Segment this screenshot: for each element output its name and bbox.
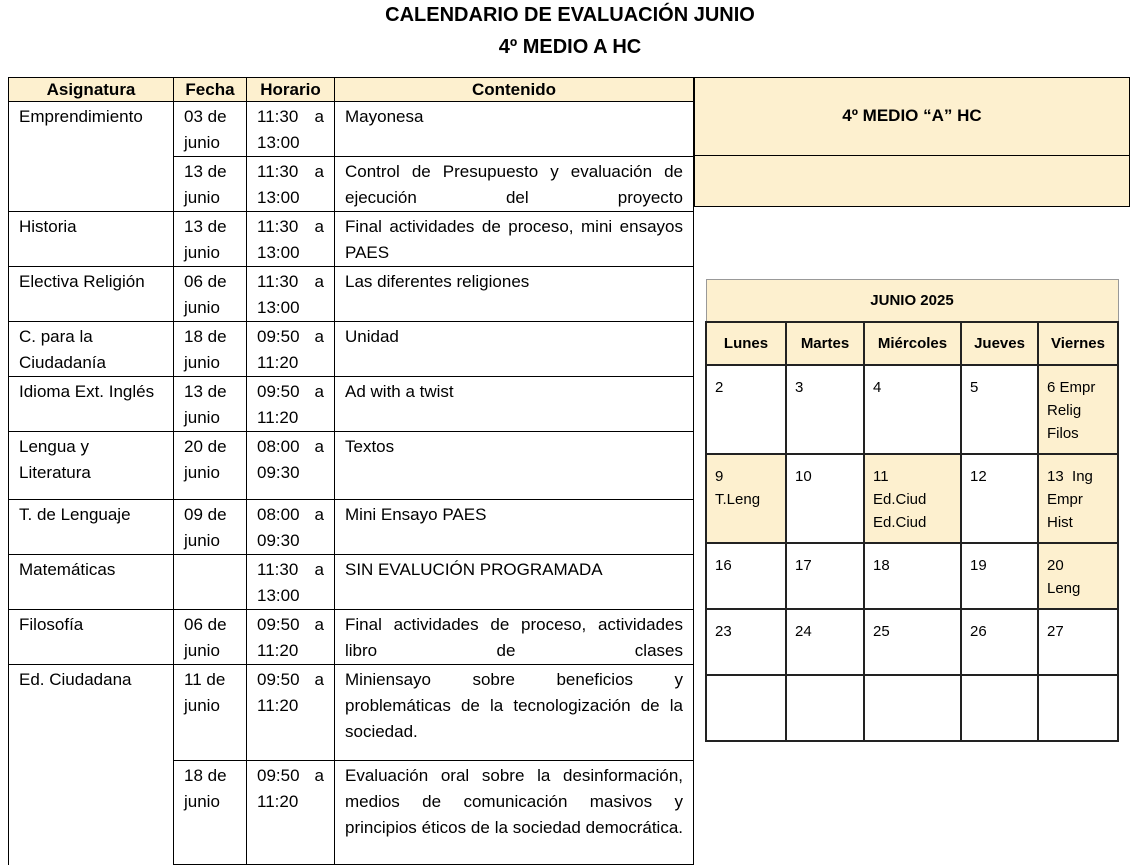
calendar-day: 12	[961, 454, 1038, 543]
table-header-row	[9, 78, 694, 102]
calendar-day-highlighted: 6 Empr Relig Filos	[1038, 365, 1118, 454]
calendar-event: Ed.Ciud	[873, 513, 927, 531]
date-cell: 18 de junio	[174, 761, 247, 865]
date-cell: 11 de junio	[174, 665, 247, 761]
calendar-day: 23	[706, 609, 786, 675]
calendar-day: 24	[786, 609, 864, 675]
calendar-day: 19	[961, 543, 1038, 609]
calendar-day: 2	[706, 365, 786, 454]
calendar-day-empty	[1038, 675, 1118, 741]
date-cell: 13 de junio	[174, 157, 247, 212]
subject-cell: Matemáticas	[9, 555, 174, 610]
table-row	[9, 610, 694, 665]
weekday-martes: Martes	[786, 322, 864, 365]
calendar-day-highlighted: 20 Leng	[1038, 543, 1118, 609]
calendar-day: 17	[786, 543, 864, 609]
header-horario: Horario	[247, 78, 335, 102]
calendar-event: T.Leng	[715, 490, 761, 508]
calendar-day: 16	[706, 543, 786, 609]
content-cell: Ad with a twist	[335, 377, 694, 432]
content-cell: Las diferentes religiones	[335, 267, 694, 322]
calendar-day-highlighted: 13 Ing Empr Hist	[1038, 454, 1118, 543]
time-cell: 11:30 a 13:00	[247, 267, 335, 322]
weekday-miercoles: Miércoles	[864, 322, 961, 365]
date-cell: 13 de junio	[174, 212, 247, 267]
header-contenido: Contenido	[335, 78, 694, 102]
calendar-day: 4	[864, 365, 961, 454]
subject-cell: Historia	[9, 212, 174, 267]
time-cell: 08:00 a 09:30	[247, 500, 335, 555]
class-label: 4º MEDIO “A” HC	[842, 106, 982, 125]
calendar-week-row	[706, 365, 1118, 454]
calendar-event: Filos	[1047, 424, 1079, 442]
calendar-day-empty	[706, 675, 786, 741]
content-cell: Control de Presupuesto y evaluación de ejecución del proyecto	[335, 157, 694, 212]
table-row	[9, 665, 694, 761]
date-cell: 09 de junio	[174, 500, 247, 555]
time-cell: 11:30 a 13:00	[247, 157, 335, 212]
subject-cell: Ed. Ciudadana	[9, 665, 174, 865]
content-cell: Evaluación oral sobre la desinformación, medios de comunicación masivos y principios éticos de la sociedad democrática.	[335, 761, 694, 865]
calendar-day-empty	[864, 675, 961, 741]
calendar-week-row	[706, 675, 1118, 741]
content-cell: Mayonesa	[335, 102, 694, 157]
table-row	[9, 377, 694, 432]
calendar-event: Ing	[1072, 467, 1093, 485]
content-cell: SIN EVALUCIÓN PROGRAMADA	[335, 555, 694, 610]
header-asignatura: Asignatura	[9, 78, 174, 102]
table-row	[9, 102, 694, 157]
class-header-box	[694, 77, 1130, 155]
table-row	[9, 432, 694, 500]
subject-cell: Idioma Ext. Inglés	[9, 377, 174, 432]
calendar-event: Relig	[1047, 401, 1082, 419]
weekday-jueves: Jueves	[961, 322, 1038, 365]
calendar-day: 3	[786, 365, 864, 454]
table-row	[9, 500, 694, 555]
calendar-day: 18	[864, 543, 961, 609]
calendar-event: Empr	[1047, 490, 1083, 508]
calendar-week-row	[706, 454, 1118, 543]
table-row	[9, 322, 694, 377]
calendar-event: Ed.Ciud	[873, 490, 927, 508]
subject-cell: Emprendimiento	[9, 102, 174, 212]
calendar-day-highlighted: 11 Ed.Ciud Ed.Ciud	[864, 454, 961, 543]
time-cell: 08:00 a 09:30	[247, 432, 335, 500]
evaluation-table	[8, 77, 694, 865]
document-subtitle: 4º MEDIO A HC	[498, 36, 642, 58]
subject-cell: T. de Lenguaje	[9, 500, 174, 555]
time-cell: 11:30 a 13:00	[247, 555, 335, 610]
time-cell: 09:50 a 11:20	[247, 665, 335, 761]
document-title: CALENDARIO DE EVALUACIÓN JUNIO	[385, 4, 755, 26]
calendar-day-empty	[961, 675, 1038, 741]
content-cell: Textos	[335, 432, 694, 500]
weekday-lunes: Lunes	[706, 322, 786, 365]
time-cell: 11:30 a 13:00	[247, 102, 335, 157]
calendar-day-highlighted: 9 T.Leng	[706, 454, 786, 543]
calendar-day: 10	[786, 454, 864, 543]
subject-cell: Filosofía	[9, 610, 174, 665]
calendar-day: 5	[961, 365, 1038, 454]
content-cell: Mini Ensayo PAES	[335, 500, 694, 555]
content-cell: Final actividades de proceso, actividades libro de clases	[335, 610, 694, 665]
time-cell: 09:50 a 11:20	[247, 761, 335, 865]
calendar-event: Hist	[1047, 513, 1073, 531]
time-cell: 09:50 a 11:20	[247, 322, 335, 377]
time-cell: 11:30 a 13:00	[247, 212, 335, 267]
time-cell: 09:50 a 11:20	[247, 610, 335, 665]
calendar-day-empty	[786, 675, 864, 741]
calendar-event: Leng	[1047, 579, 1081, 597]
subject-cell: Lengua y Literatura	[9, 432, 174, 500]
subject-cell: Electiva Religión	[9, 267, 174, 322]
calendar-event: Empr	[1059, 378, 1096, 396]
date-cell: 20 de junio	[174, 432, 247, 500]
table-row	[9, 267, 694, 322]
date-cell: 03 de junio	[174, 102, 247, 157]
subject-cell: C. para la Ciudadanía	[9, 322, 174, 377]
calendar-day: 25	[864, 609, 961, 675]
calendar-weekday-row	[706, 322, 1118, 365]
date-cell: 06 de junio	[174, 610, 247, 665]
calendar-day: 27	[1038, 609, 1118, 675]
content-cell: Final actividades de proceso, mini ensayos PAES	[335, 212, 694, 267]
content-cell: Unidad	[335, 322, 694, 377]
june-calendar	[705, 279, 1119, 742]
calendar-day: 26	[961, 609, 1038, 675]
date-cell	[174, 555, 247, 610]
table-row	[9, 555, 694, 610]
content-cell: Miniensayo sobre beneficios y problemáticas de la tecnologización de la sociedad.	[335, 665, 694, 761]
date-cell: 13 de junio	[174, 377, 247, 432]
calendar-week-row	[706, 609, 1118, 675]
calendar-month: JUNIO 2025	[706, 280, 1118, 322]
date-cell: 18 de junio	[174, 322, 247, 377]
class-header-blank	[694, 155, 1130, 207]
date-cell: 06 de junio	[174, 267, 247, 322]
time-cell: 09:50 a 11:20	[247, 377, 335, 432]
weekday-viernes: Viernes	[1038, 322, 1118, 365]
header-fecha: Fecha	[174, 78, 247, 102]
table-row	[9, 212, 694, 267]
calendar-week-row	[706, 543, 1118, 609]
